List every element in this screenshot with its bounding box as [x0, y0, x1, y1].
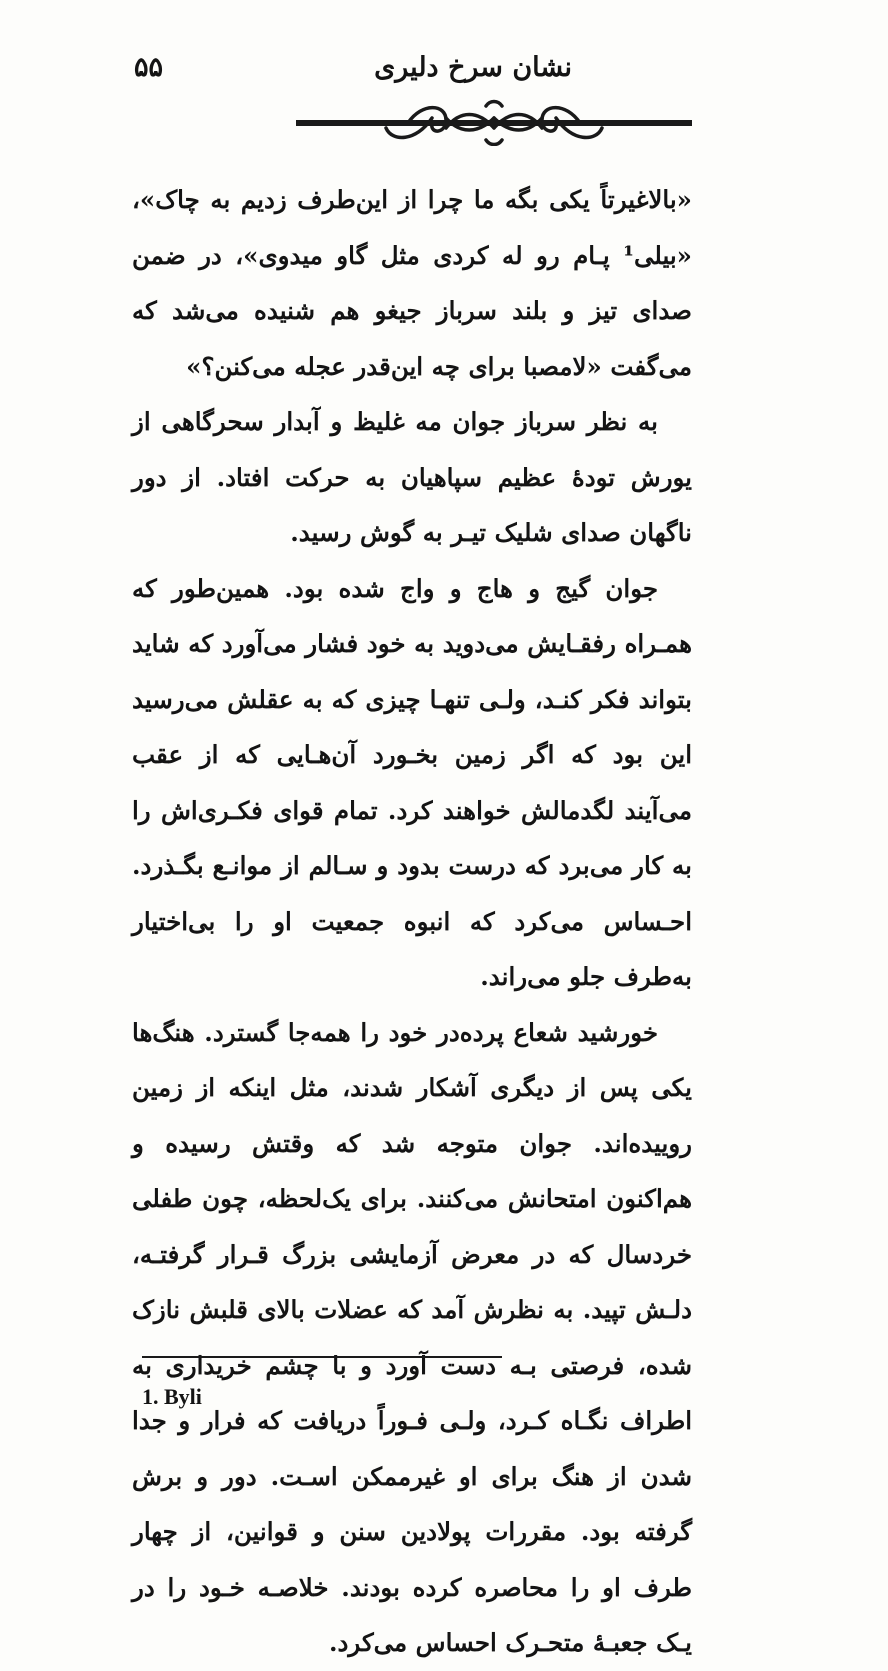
paragraph-2: به نظر سرباز جوان مه غلیظ و آبدار سحرگاهی از یورش تودهٔ عظیم سپاهیان به حرکت افتاد. از دور ناگهان صدای شلیک تیـر به گوش رسید.	[132, 407, 692, 547]
paragraph-4: خورشید شعاع پرده‌در خود را همه‌جا گسترد. هنگ‌ها یکی پس از دیگری آشکار شدند، مثل اینکه از زمین روییده‌اند. جوان متوجه شد که وقتش رسیده و هم‌اکنون امتحانش می‌کنند. برای یک‌لحظه، چون طفلی خردسال که در معرض آزمایشی بزرگ قـرار گرفتـه، دلـش تپید. به نظرش آمد که عضلات بالای قلبش نازک شده، فرصتی بـه دست آورد و با چشم خریداری به اطراف نگـاه کـرد، ولـی فـوراً دریافت که فرار و جدا شدن از هنگ برای او غیرممکن اسـت. دور و برش گرفته بود. مقررات پولادین سنن و قوانین، از چهار طرف او را محاصره کرده بودند. خلاصـه خـود را در یـک جعبـهٔ متحـرک احساس می‌کرد.	[132, 1017, 692, 1657]
paragraph-1: «بالاغیرتاً یکی بگه ما چرا از این‌طرف زدیم به چاک»، «بیلی¹ پـام رو له کردی مثل گاو میدوی»، در ضمن صدای تیز و بلند سرباز جیغو هم شنیده می‌شد که می‌گفت «لامصبا برای چه این‌قدر عجله می‌کنن؟»	[132, 185, 692, 381]
footnote-divider	[142, 1356, 502, 1358]
decorative-divider-ornament-icon	[296, 98, 692, 146]
paragraph-3: جوان گیج و هاج و واج شده بود. همین‌طور که همـراه رفقـایش می‌دوید به خود فشار می‌آورد که شاید بتواند فکر کنـد، ولـی تنهـا چیزی که به عقلش می‌رسید این بود که اگر زمین بخـورد آن‌هـایی که از عقب می‌آیند لگدمالش خواهند کرد. تمام قوای فکـری‌اش را به کار می‌برد که درست بدود و سـالم از موانـع بگـذرد. احـساس می‌کرد که انبوه جمعیت او را بی‌اختیار به‌طرف جلو می‌راند.	[132, 573, 692, 991]
body-text	[132, 172, 692, 1671]
page-header	[132, 52, 692, 92]
footnote: 1. Byli	[142, 1384, 202, 1409]
running-title: نشان سرخ دلیری	[374, 52, 572, 83]
page-number: ۵۵	[134, 52, 164, 83]
